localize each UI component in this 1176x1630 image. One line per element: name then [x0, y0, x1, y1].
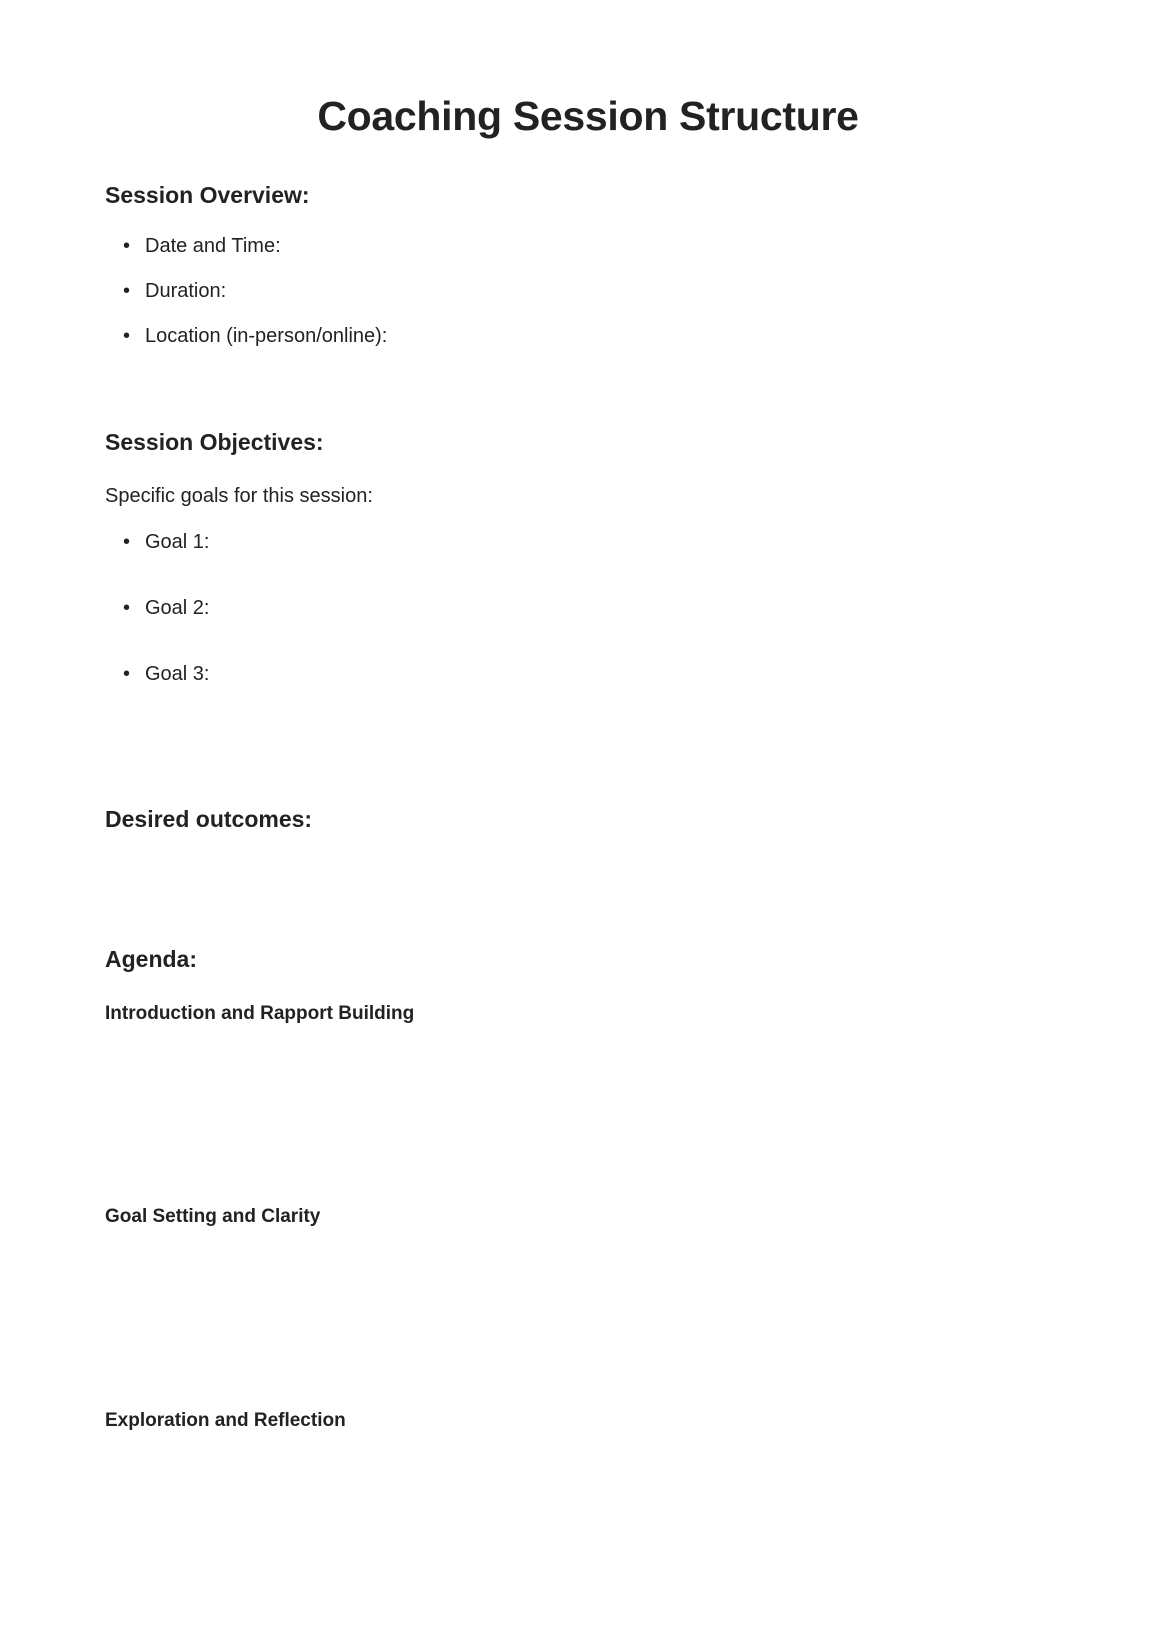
list-item [105, 662, 1071, 687]
section-heading-session-overview: Session Overview: [105, 182, 310, 209]
list-item [105, 279, 1071, 304]
list-item-label: Goal 2: [145, 597, 210, 620]
list-item-label: Goal 3: [145, 663, 210, 686]
list-item [105, 596, 1071, 621]
list-item [105, 530, 1071, 555]
session-overview-list [105, 210, 1071, 349]
session-objectives-intro: Specific goals for this session: [105, 485, 373, 508]
agenda-item-introduction-and-rapport-building: Introduction and Rapport Building [105, 1002, 415, 1024]
agenda-item-exploration-and-reflection: Exploration and Reflection [105, 1410, 346, 1432]
bullet-icon: • [123, 663, 131, 686]
bullet-icon: • [123, 531, 131, 554]
agenda-item-goal-setting-and-clarity: Goal Setting and Clarity [105, 1206, 321, 1228]
list-item [105, 234, 1071, 259]
bullet-icon: • [123, 324, 131, 347]
list-item-label: Date and Time: [145, 234, 281, 257]
list-item-label: Goal 1: [145, 531, 210, 554]
list-item [105, 324, 1071, 349]
bullet-icon: • [123, 234, 131, 257]
page-title: Coaching Session Structure [317, 93, 859, 139]
list-item-label: Duration: [145, 279, 227, 302]
bullet-icon: • [123, 279, 131, 302]
section-heading-desired-outcomes: Desired outcomes: [105, 806, 313, 833]
list-item-label: Location (in-person/online): [145, 324, 388, 347]
section-heading-session-objectives: Session Objectives: [105, 428, 324, 455]
section-heading-agenda: Agenda: [105, 945, 197, 972]
bullet-icon: • [123, 597, 131, 620]
session-goals-list [105, 509, 1071, 687]
